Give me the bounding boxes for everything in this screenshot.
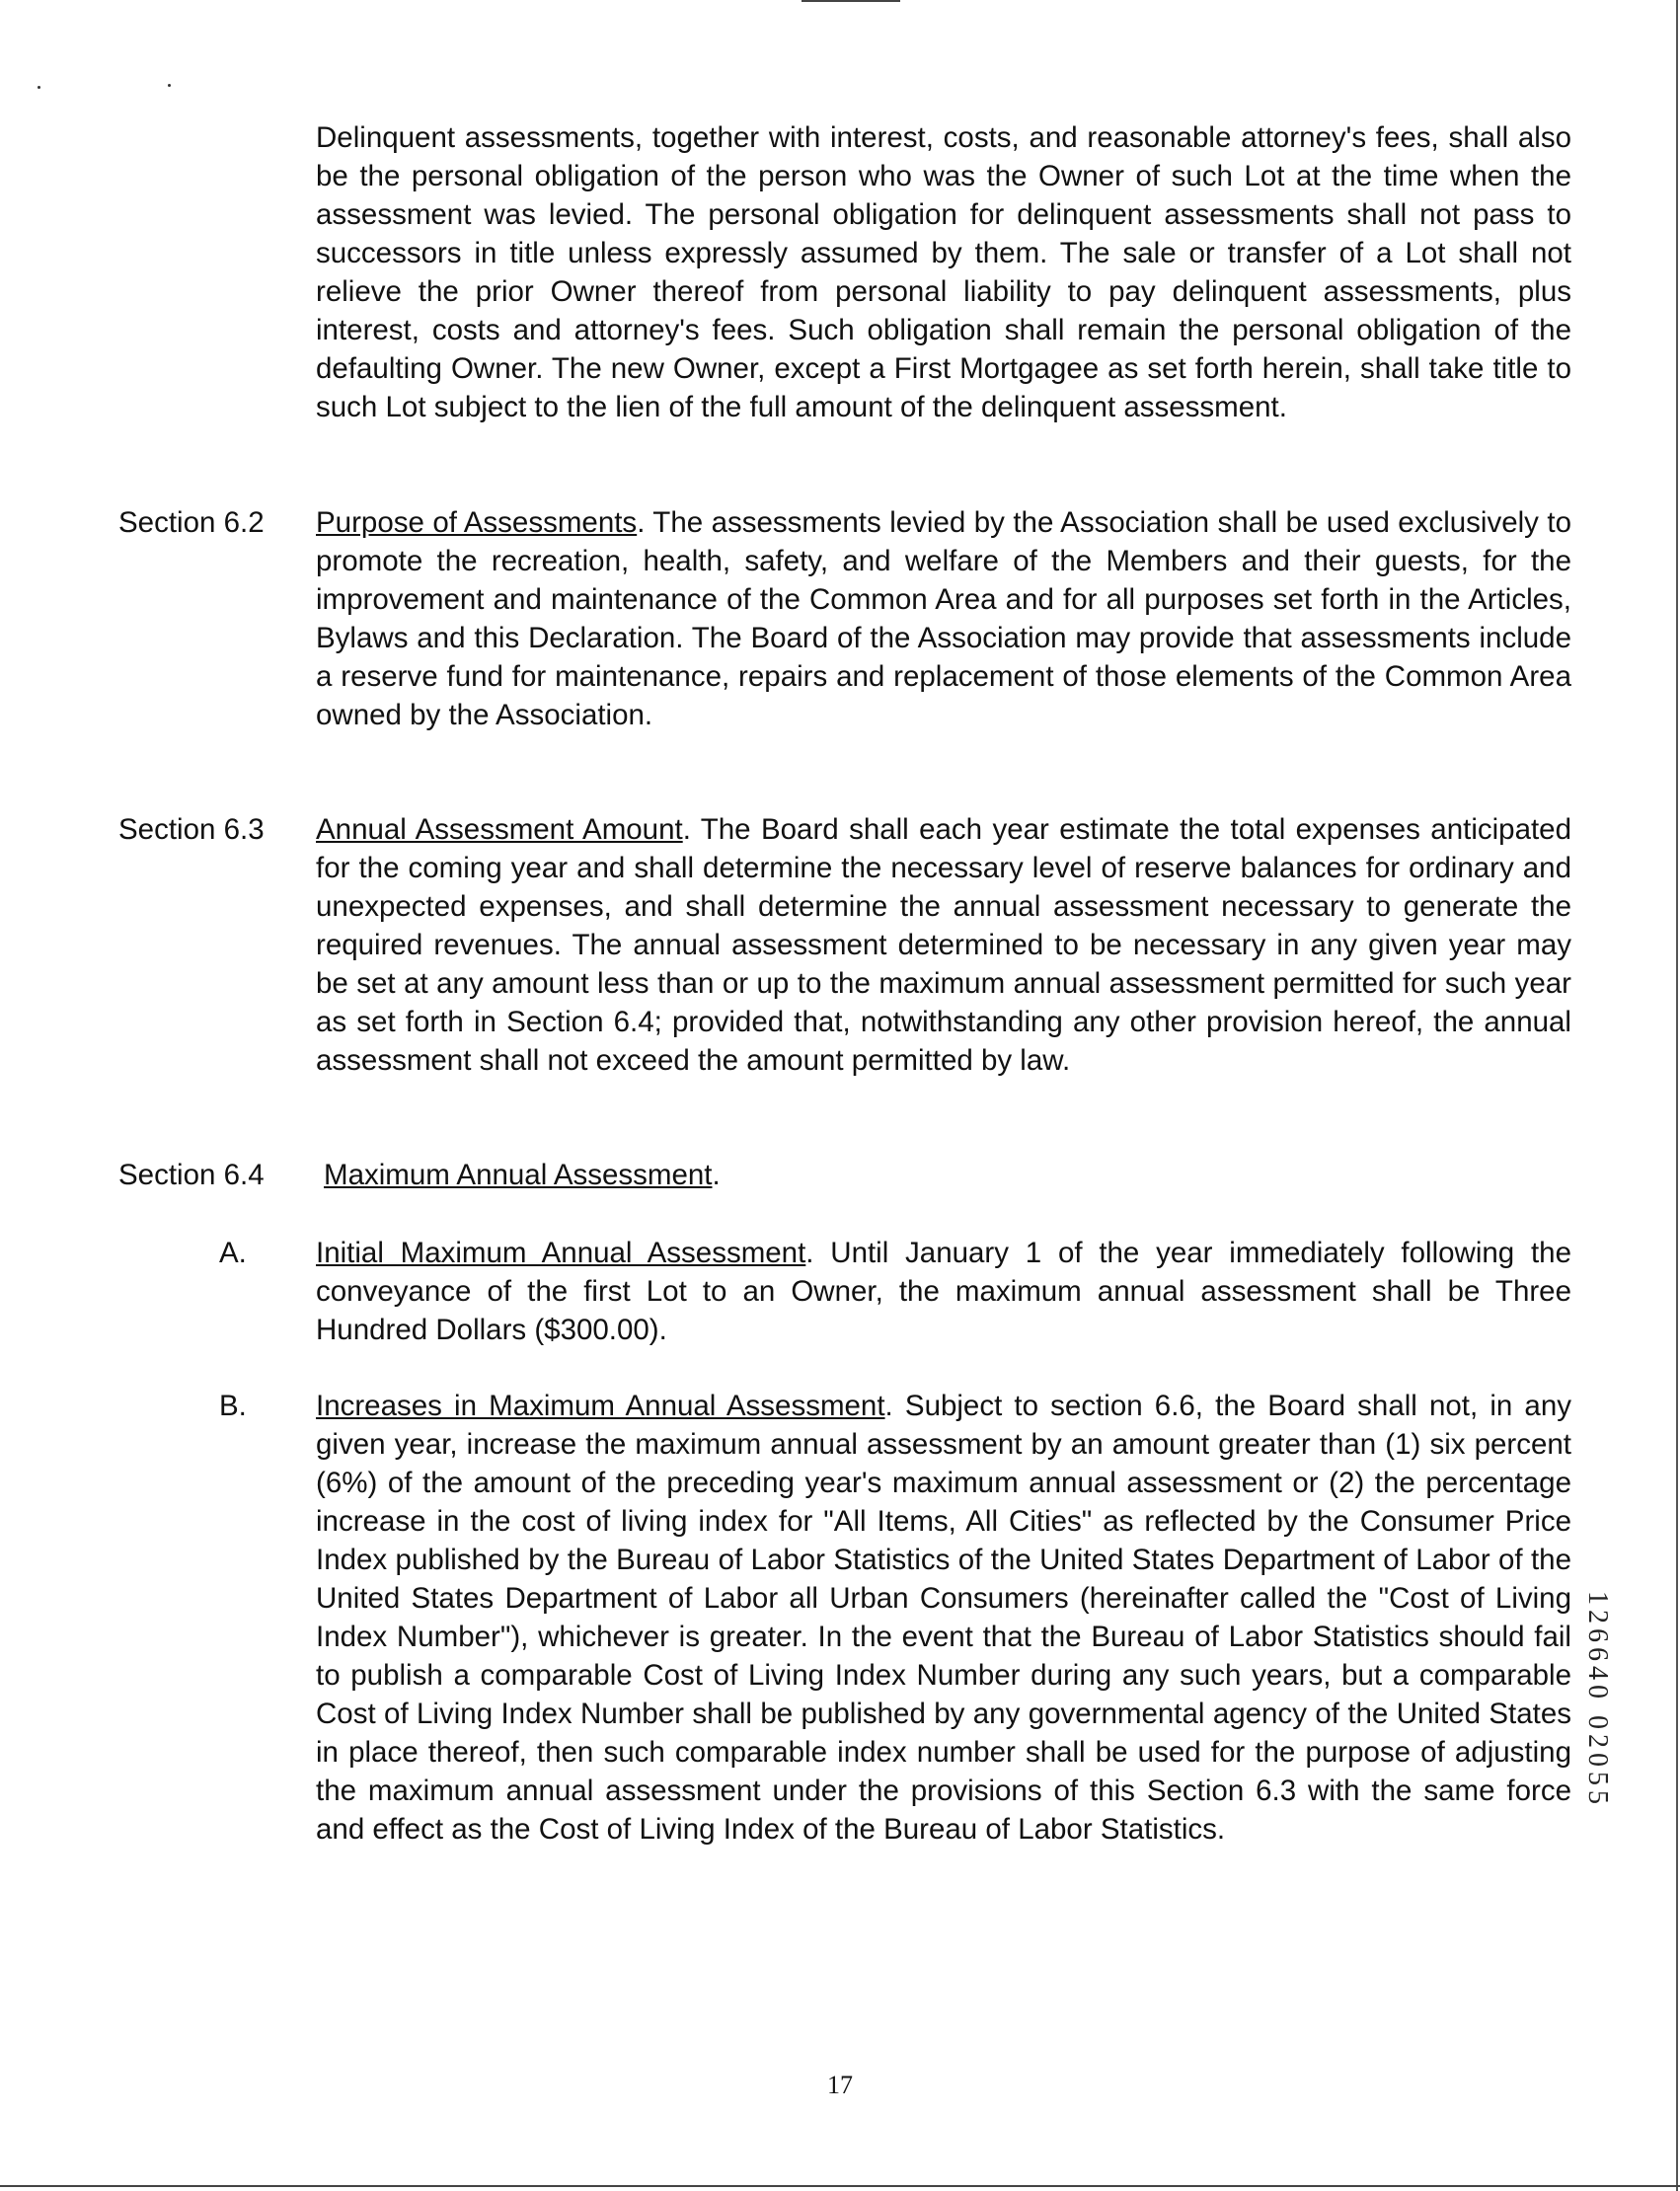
intro-paragraph: Delinquent assessments, together with interest, costs, and reasonable attorney's fees, shall also be the personal obligation of the person who was the Owner of such Lot at the time when the assessment was levied. The personal obligation for delinquent assessments shall not pass to successors in title unless expressly assumed by them. The sale or transfer of a Lot shall not relieve the prior Owner thereof from personal liability to pay delinquent assessments, plus interest, costs and attorney's fees. Such obligation shall remain the personal obligation of the defaulting Owner. The new Owner, except a First Mortgagee as set forth herein, shall take title to such Lot subject to the lien of the full amount of the delinquent assessment. bbox=[316, 121, 1571, 423]
subsection-a-text: . Until January 1 of the year immediately following the conveyance of the first Lot to an Owner, the maximum annual assessment shall be Three Hundred Dollars ($300.00). bbox=[316, 1237, 1571, 1346]
section-6-4-text: . bbox=[712, 1159, 721, 1191]
subsection-a-label: A. bbox=[219, 1237, 247, 1269]
subsection-a-body bbox=[316, 1234, 1571, 1349]
scan-speck bbox=[38, 86, 40, 89]
section-6-3-body bbox=[316, 810, 1571, 1080]
section-6-2-label: Section 6.2 bbox=[118, 506, 265, 539]
section-6-2-title: Purpose of Assessments bbox=[316, 506, 638, 539]
right-edge-mark bbox=[1676, 0, 1678, 2191]
page-number: 17 bbox=[827, 2071, 853, 2099]
scan-speck bbox=[168, 84, 171, 87]
subsection-a-title: Initial Maximum Annual Assessment bbox=[316, 1237, 806, 1269]
section-6-3-label: Section 6.3 bbox=[118, 813, 265, 846]
section-6-4-body bbox=[324, 1156, 1571, 1194]
subsection-b-text: . Subject to section 6.6, the Board shall not, in any given year, increase the maximum annual assessment by an amount greater than (1) six percent (6%) of the amount of the preceding year's maximum annual assessment or (2) the percentage increase in the cost of living index for "All Items, All Cities" as reflected by the Consumer Price Index published by the Bureau of Labor Statistics of the United States Department of Labor of the United States Department of Labor all Urban Consumers (hereinafter called the "Cost of Living Index Number"), whichever is greater. In the event that the Bureau of Labor Statistics should fail to publish a comparable Cost of Living Index Number during any such years, but a comparable Cost of Living Index Number shall be published by any governmental agency of the United States in place thereof, then such comparable index number shall be used for the purpose of adjusting the maximum annual assessment under the provisions of this Section 6.3 with the same force and effect as the Cost of Living Index of the Bureau of Labor Statistics. bbox=[316, 1390, 1571, 1846]
subsection-b-title: Increases in Maximum Annual Assessment bbox=[316, 1390, 885, 1422]
subsection-b-label: B. bbox=[219, 1390, 247, 1422]
section-6-2-text: . The assessments levied by the Association shall be used exclusively to promote the recreation, health, safety, and welfare of the Members and their guests, for the improvement and maintenance of the Common Area and for all purposes set forth in the Articles, Bylaws and this Declaration. The Board of the Association may provide that assessments include a reserve fund for maintenance, repairs and replacement of those elements of the Common Area owned by the Association. bbox=[316, 506, 1571, 731]
section-6-2-body bbox=[316, 503, 1571, 734]
section-6-3-text: . The Board shall each year estimate the total expenses anticipated for the coming year and shall determine the necessary level of reserve balances for ordinary and unexpected expenses, and shall determine the annual assessment necessary to generate the required revenues. The annual assessment determined to be necessary in any given year may be set at any amount less than or up to the maximum annual assessment permitted for such year as set forth in Section 6.4; provided that, notwithstanding any other provision hereof, the annual assessment shall not exceed the amount permitted by law. bbox=[316, 813, 1571, 1077]
section-6-4-label: Section 6.4 bbox=[118, 1159, 265, 1191]
top-scan-mark bbox=[802, 0, 900, 2]
bottom-scan-line bbox=[0, 2185, 1680, 2187]
subsection-b-body bbox=[316, 1387, 1571, 1849]
margin-document-code: 126640 02055 bbox=[1582, 1591, 1613, 1809]
section-6-3-title: Annual Assessment Amount bbox=[316, 813, 683, 846]
section-6-4-title: Maximum Annual Assessment bbox=[324, 1159, 713, 1191]
